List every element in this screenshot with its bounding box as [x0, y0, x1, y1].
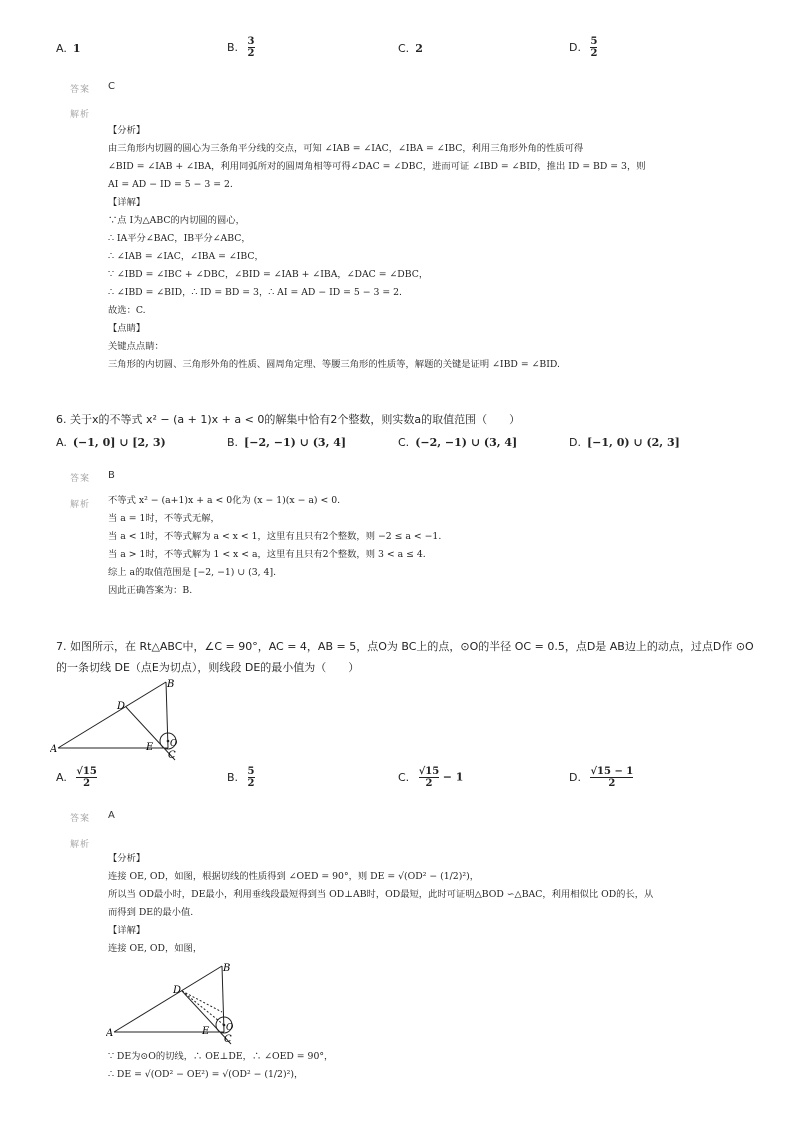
solution-line: 不等式 x² − (a+1)x + a < 0化为 (x − 1)(x − a) < 0. [108, 495, 341, 506]
center-o [223, 1024, 226, 1027]
option-label: D. [569, 770, 581, 784]
option-label: B. [227, 770, 239, 784]
q7-option-d[interactable] [569, 766, 633, 789]
answer-value: A [108, 810, 115, 821]
q7-figure [50, 676, 190, 762]
option-value: (−1, 0] ∪ [2, 3) [72, 436, 166, 449]
solution-line: ∴ DE = √(OD² − OE²) = √(OD² − (1/2)²)， [108, 1069, 304, 1080]
q5-option-a[interactable] [56, 42, 80, 55]
solution-line: 连接 OE, OD，如图，根据切线的性质得到 ∠OED = 90°，则 DE = √(OD² − (1/2)²)， [108, 871, 479, 882]
q6-question: 6. 关于x的不等式 x² − (a + 1)x + a < 0的解集中恰有2个整数，则实数a的取值范围（ ） [56, 413, 521, 426]
q7-question-line1: 7. 如图所示，在 Rt△ABC中，∠C = 90°，AC = 4，AB = 5，点O为 BC上的点，⊙O的半径 OC = 0.5，点D是 AB边上的动点，过点D作 ⊙O [56, 640, 754, 653]
fraction: $\frac{√15}{2}$ [76, 766, 97, 789]
answer-label: 答案 [70, 474, 91, 484]
fraction: $\frac{3}{2}$ [247, 36, 255, 59]
q5-option-b[interactable] [227, 36, 255, 59]
answer-value: B [108, 470, 115, 481]
q7-solution-b [108, 1048, 333, 1084]
label-d: D [117, 701, 126, 712]
line-bc [222, 966, 224, 1032]
label-a: A [106, 1028, 114, 1039]
q7-solution-figure [106, 960, 246, 1046]
solution-line: ∵点 I为△ABC的内切圆的圆心， [108, 215, 245, 226]
solution-line: 当 a = 1时，不等式无解， [108, 513, 220, 524]
solution-line: ∴ ∠IBD = ∠BID，∴ ID = BD = 3，∴ AI = AD − ID = 5 − 3 = 2. [108, 287, 403, 298]
q5-option-d[interactable] [569, 36, 597, 59]
solution-line: 而得到 DE的最小值. [108, 907, 194, 918]
label-o: O [226, 1023, 234, 1033]
fraction: $\frac{√15 - 1}{2}$ [590, 766, 634, 789]
label-c: C [224, 1034, 232, 1045]
solution-line: 【分析】 [108, 125, 146, 136]
label-e: E [146, 742, 154, 753]
solution-line: 当 a < 1时，不等式解为 a < x < 1，这里有且只有2个整数，则 −2 ≤ a < −1. [108, 531, 442, 542]
solution-line: ∵ ∠IBD = ∠IBC + ∠DBC，∠BID = ∠IAB + ∠IBA，∠DAC = ∠DBC， [108, 269, 429, 280]
label-b: B [167, 679, 175, 690]
option-value: 2 [415, 42, 423, 55]
option-label: C. [398, 42, 410, 55]
q6-option-c[interactable] [398, 436, 517, 449]
answer-label: 答案 [70, 85, 91, 95]
q6-option-a[interactable] [56, 436, 166, 449]
q6-option-d[interactable] [569, 436, 680, 449]
solution-line: 当 a > 1时，不等式解为 1 < x < a，这里有且只有2个整数，则 3 < a ≤ 4. [108, 549, 426, 560]
solution-line: 综上 a的取值范围是 [−2, −1) ∪ (3, 4]. [108, 567, 277, 578]
solution-line: 连接 OE, OD，如图， [108, 943, 203, 954]
q7-option-c[interactable] [398, 766, 463, 789]
q7-solution-a [108, 850, 653, 958]
option-label: C. [398, 436, 410, 449]
solution-line: ∴ IA平分∠BAC，IB平分∠ABC， [108, 233, 251, 244]
option-label: B. [227, 436, 239, 449]
q7-option-a[interactable] [56, 766, 97, 789]
q5-option-c[interactable] [398, 42, 423, 55]
analysis-label: 解析 [70, 500, 91, 510]
solution-line: AI = AD − ID = 5 − 3 = 2. [108, 179, 233, 190]
segment-perp [182, 991, 222, 1012]
line-ab [114, 966, 222, 1032]
label-c: C [168, 750, 176, 761]
option-label: A. [56, 42, 67, 55]
label-d: D [173, 985, 182, 996]
line-bc [166, 682, 168, 748]
label-a: A [50, 744, 58, 755]
fraction: $\frac{5}{2}$ [590, 36, 598, 59]
center-o [167, 740, 170, 743]
option-label: B. [227, 40, 239, 54]
answer-value: C [108, 81, 115, 92]
solution-line: ∵ DE为⊙O的切线，∴ OE⊥DE，∴ ∠OED = 90°， [108, 1051, 334, 1062]
option-label: A. [56, 436, 67, 449]
solution-line: 三角形的内切圆、三角形外角的性质、圆周角定理、等腰三角形的性质等，解题的关键是证明 ∠IBD = ∠BID. [108, 359, 560, 370]
solution-line: 因此正确答案为：B. [108, 585, 193, 596]
option-suffix: − 1 [442, 770, 464, 784]
solution-line: 【点睛】 [108, 323, 146, 334]
analysis-label: 解析 [70, 840, 91, 850]
solution-line: 由三角形内切圆的圆心为三条角平分线的交点，可知 ∠IAB = ∠IAC，∠IBA = ∠IBC，利用三角形外角的性质可得 [108, 143, 584, 154]
q6-solution [108, 492, 441, 600]
solution-line: ∠BID = ∠IAB + ∠IBA，利用同弧所对的圆周角相等可得∠DAC = ∠DBC，进而可证 ∠IBD = ∠BID，推出 ID = BD = 3，则 [108, 161, 646, 172]
label-e: E [202, 1026, 210, 1037]
fraction: $\frac{√15}{2}$ [418, 766, 440, 789]
option-value: [−1, 0) ∪ (2, 3] [586, 436, 680, 449]
solution-line: 【分析】 [108, 853, 146, 864]
solution-line: 故选：C. [108, 305, 146, 316]
option-value: (−2, −1) ∪ (3, 4] [415, 436, 518, 449]
solution-line: 【详解】 [108, 197, 146, 208]
option-label: C. [398, 770, 410, 784]
label-b: B [223, 963, 231, 974]
q6-option-b[interactable] [227, 436, 346, 449]
q5-solution [108, 122, 646, 374]
line-ab [58, 682, 166, 748]
solution-line: ∴ ∠IAB = ∠IAC，∠IBA = ∠IBC， [108, 251, 264, 262]
solution-line: 关键点点睛： [108, 341, 164, 352]
solution-line: 【详解】 [108, 925, 146, 936]
solution-line: 所以当 OD最小时，DE最小，利用垂线段最短得到当 OD⊥AB时，OD最短，此时可证明△BOD ∽△BAC，利用相似比 OD的长，从 [108, 889, 654, 900]
fraction: $\frac{5}{2}$ [247, 766, 255, 789]
option-label: D. [569, 436, 581, 449]
analysis-label: 解析 [70, 110, 91, 120]
answer-label: 答案 [70, 814, 91, 824]
option-label: A. [56, 770, 67, 784]
option-label: D. [569, 40, 581, 54]
q7-option-b[interactable] [227, 766, 255, 789]
q7-question-line2: 的一条切线 DE（点E为切点），则线段 DE的最小值为（ ） [56, 661, 360, 674]
label-o: O [170, 739, 178, 749]
option-value: [−2, −1) ∪ (3, 4] [244, 436, 347, 449]
option-value: 1 [72, 42, 81, 55]
